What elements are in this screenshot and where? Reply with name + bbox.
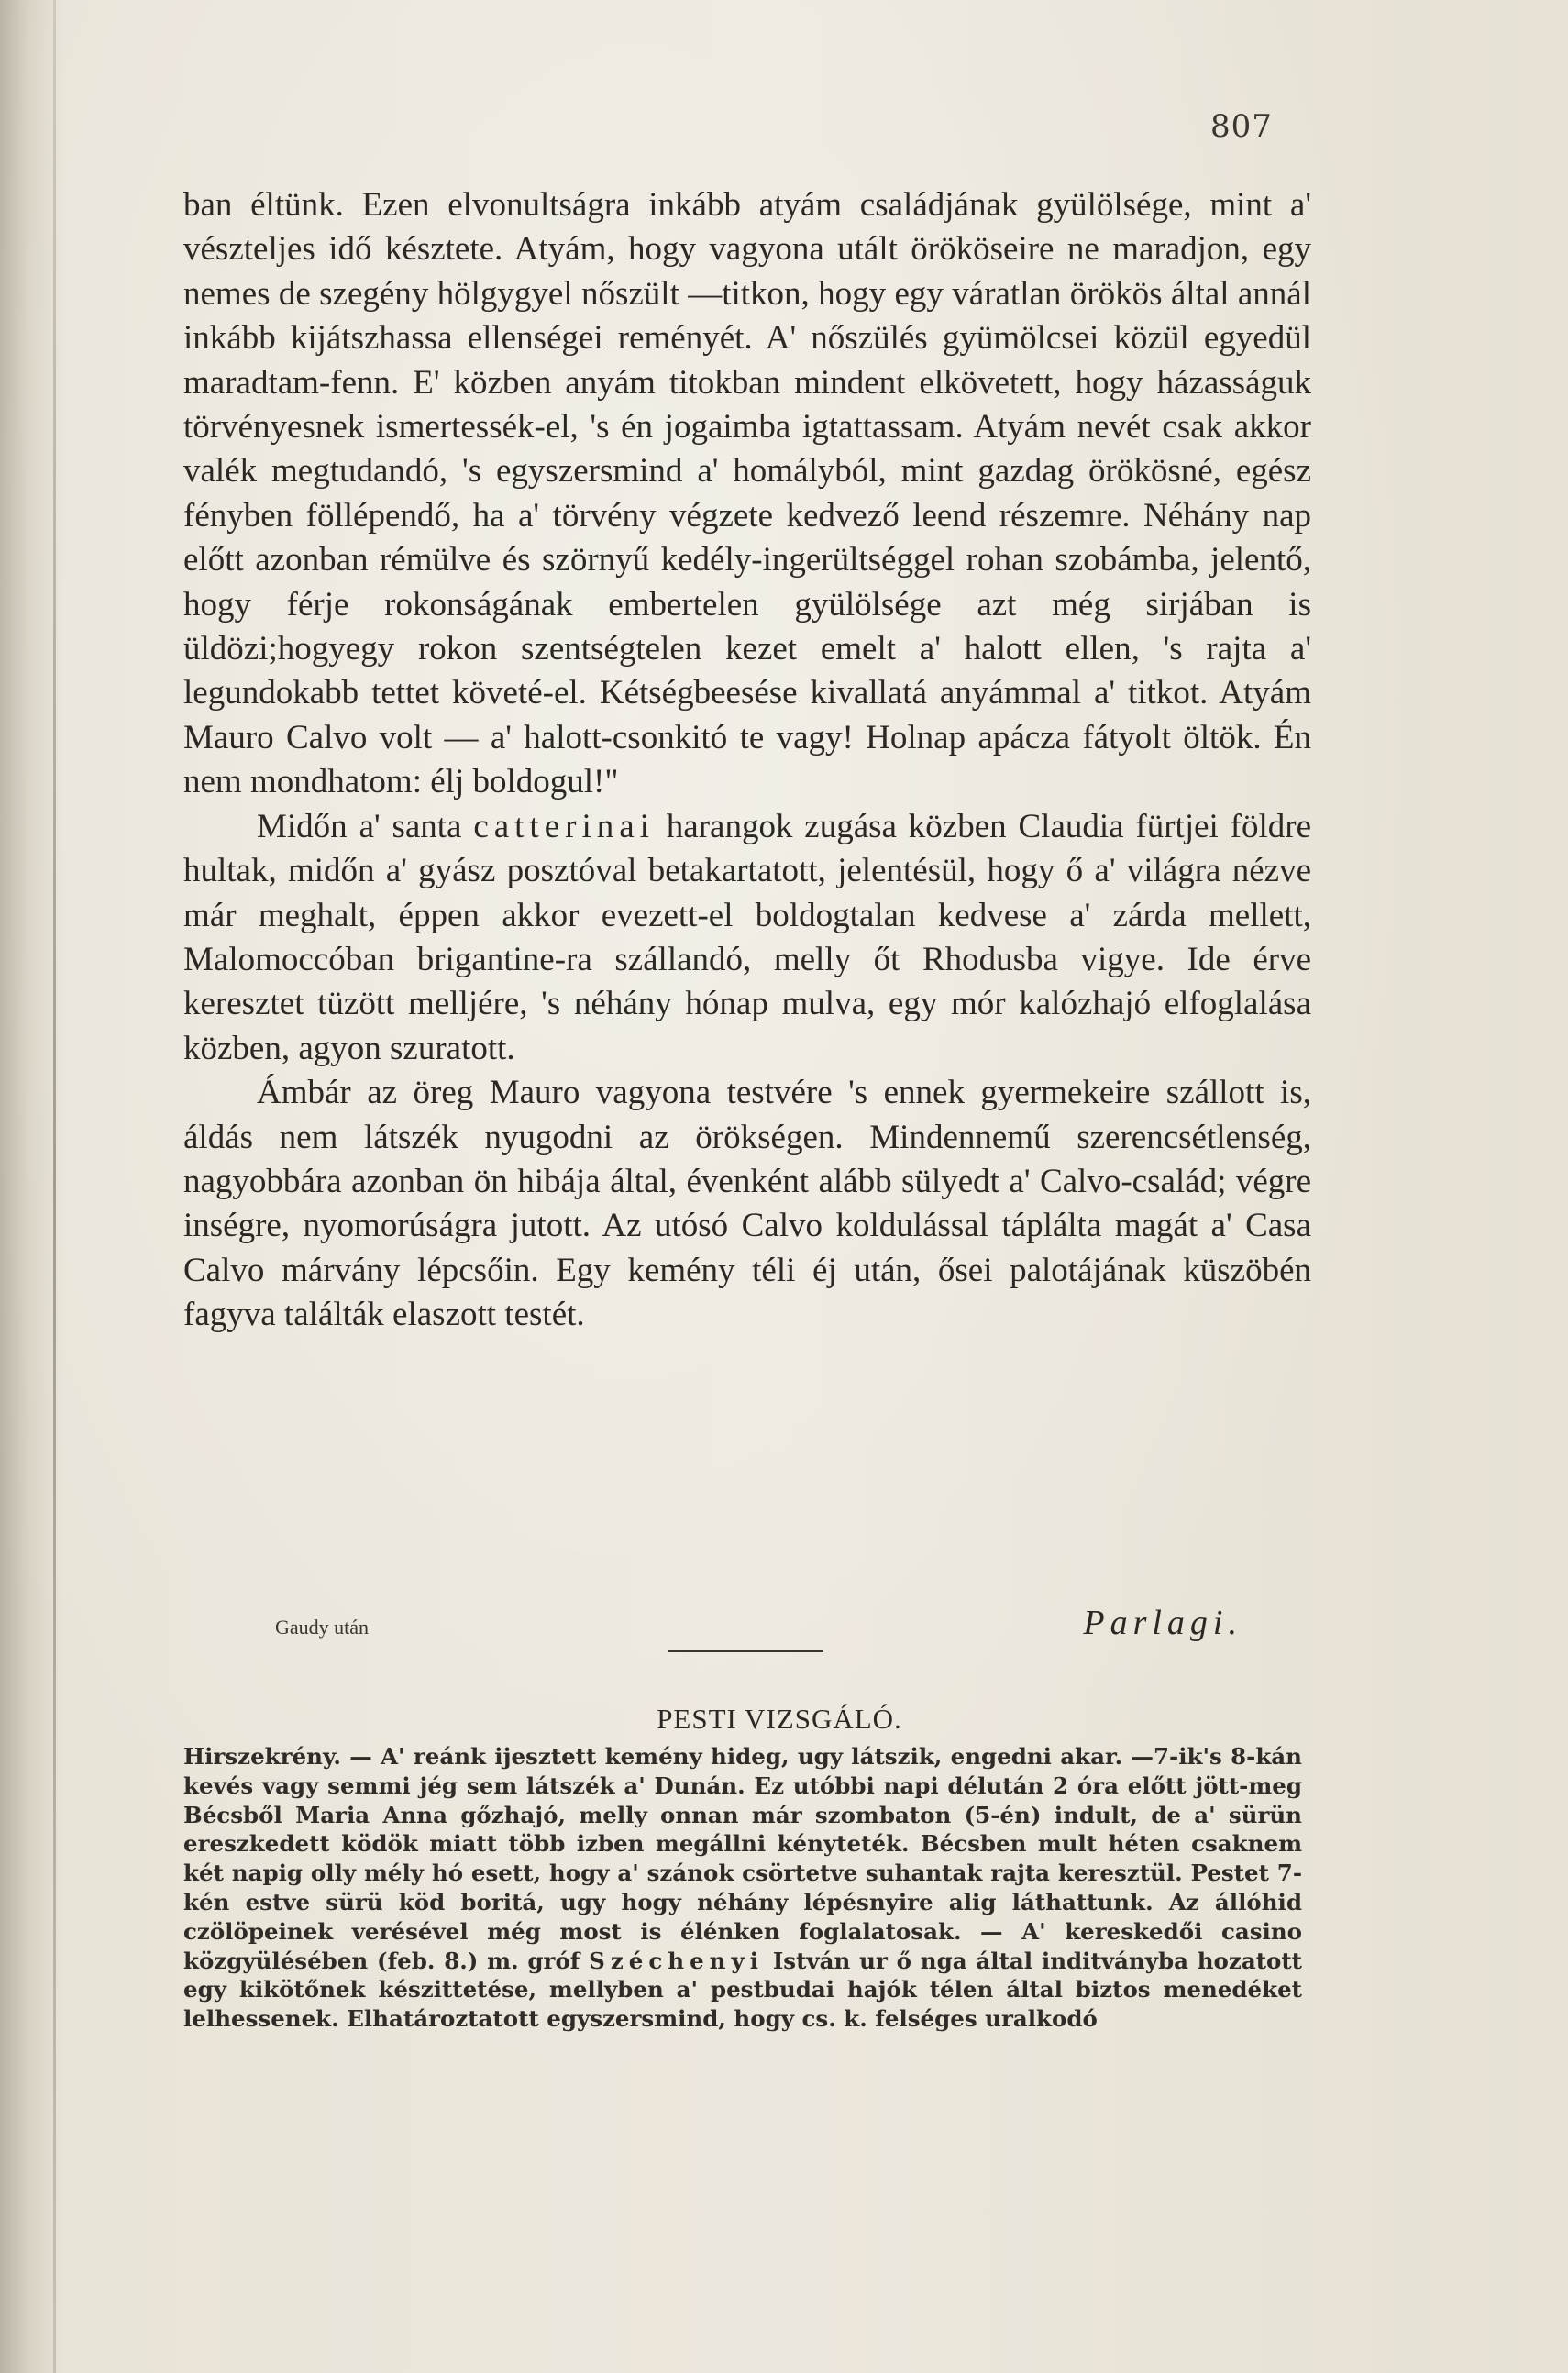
news-text-part: — A' reánk ijesztett kemény hideg, ugy látszik, engedni akar. —7-ik's 8-kán kevés vagy semmi jég sem látszék a' Dunán. Ez utóbbi napi délután 2 óra előtt jött-meg Bécsből Maria Anna gőzhajó, melly onnan már szombaton (5-én) indult, de a' sürün ereszkedett ködök miatt több izben megállni kényteték. Bécsben mult héten csaknem két napig olly mély hó esett, hogy a' szánok csörtetve suhantak rajta keresztül. Pestet 7-kén estve sürü köd boritá, ugy hogy néhány lépésnyire alig láthattunk. Az állóhid czölöpeinek verésével még most is élénken foglalatosak. — A' kereskedői casino közgyülésében (feb. 8.) m. gróf — [183, 1743, 1302, 1974]
story-paragraph: Ámbár az öreg Mauro vagyona testvére 's ennek gyermekeire szállott is, áldás nem látszék nyugodni az örökségen. Mindennemű szerencsétlenség, nagyobbára azonban ön hibája által, évenként alább sülyedt a' Calvo-család; végre inségre, nyomorúságra jutott. Az utósó Calvo koldulással táplálta magát a' Casa Calvo márvány lépcsőin. Egy kemény téli éj után, ősei palotájának küszöbén fagyva találták elaszott testét. — [183, 1074, 1311, 1334]
story-text — [183, 183, 1311, 1338]
page-number: 807 — [1210, 108, 1273, 145]
section-divider — [668, 1650, 823, 1652]
news-text — [183, 1742, 1302, 2034]
news-paragraph — [183, 1742, 1302, 2034]
author-name: Parlagi. — [1083, 1604, 1242, 1642]
story-paragraph — [183, 805, 1311, 1071]
news-lead: Hirszekrény. — [183, 1743, 341, 1770]
news-text-part: István ur ő nga által inditványba hozatott egy kikötőnek készittetése, mellyben a' pestbudai hajók télen által biztos menedéket lelhessenek. Elhatároztatott egyszersmind, hogy cs. k. felséges uralkodó — [183, 1947, 1302, 2033]
byline — [275, 1603, 1242, 1649]
source-credit: Gaudy után — [275, 1616, 370, 1639]
story-paragraph: ban éltünk. Ezen elvonultságra inkább atyám családjának gyülölsége, mint a' vészteljes idő késztete. Atyám, hogy vagyona utált örököseire ne maradjon, egy nemes de szegény hölgygyel nőszült —titkon, hogy egy váratlan örökös által annál inkább kijátszhassa ellenségei reményét. A' nőszülés gyümölcsei közül egyedül maradtam-fenn. E' közben anyám titokban mindent elkövetett, hogy házasságuk törvényesnek ismertessék-el, 's én jogaimba igtattassam. Atyám nevét csak akkor valék megtudandó, 's egyszersmind a' homályból, mint gazdag örökösné, egész fényben föllépendő, ha a' törvény végzete kedvező leend részemre. Néhány nap előtt azonban rémülve és szörnyű kedély-ingerültséggel rohan szobámba, jelentő, hogy férje rokonságának embertelen gyülölsége azt még sirjában is üldözi;hogyegy rokon szentségtelen kezet emelt a' halott ellen, 's rajta a' legundokabb tettet követé-el. Kétségbeesése kivallatá anyámmal a' titkot. Atyám Mauro Calvo volt — a' halott-csonkitó te vagy! Holnap apácza fátyolt öltök. Én nem mondhatom: élj boldogul!" — [183, 186, 1311, 801]
paragraph-text: harangok zugása közben Claudia fürtjei földre hultak, midőn a' gyász posztóval betakartatott, jelentésül, hogy ő a' világra nézve már meghalt, éppen akkor evezett-el boldogtalan kedvese a' zárda mellett, Malomoccóban brigantine-ra szállandó, melly őt Rhodusba vigye. Ide érve keresztet tüzött melljére, 's néhány hónap mulva, egy mór kalózhajó elfoglalása közben, agyon szuratott. — [183, 807, 1311, 1067]
binding-gutter — [53, 0, 56, 2373]
section-title: PESTI VIZSGÁLÓ. — [657, 1703, 902, 1735]
paragraph-text: Midőn a' santa — [257, 807, 474, 845]
spaced-name: Széchenyi — [589, 1947, 765, 1974]
spaced-word: catterinai — [473, 807, 655, 845]
